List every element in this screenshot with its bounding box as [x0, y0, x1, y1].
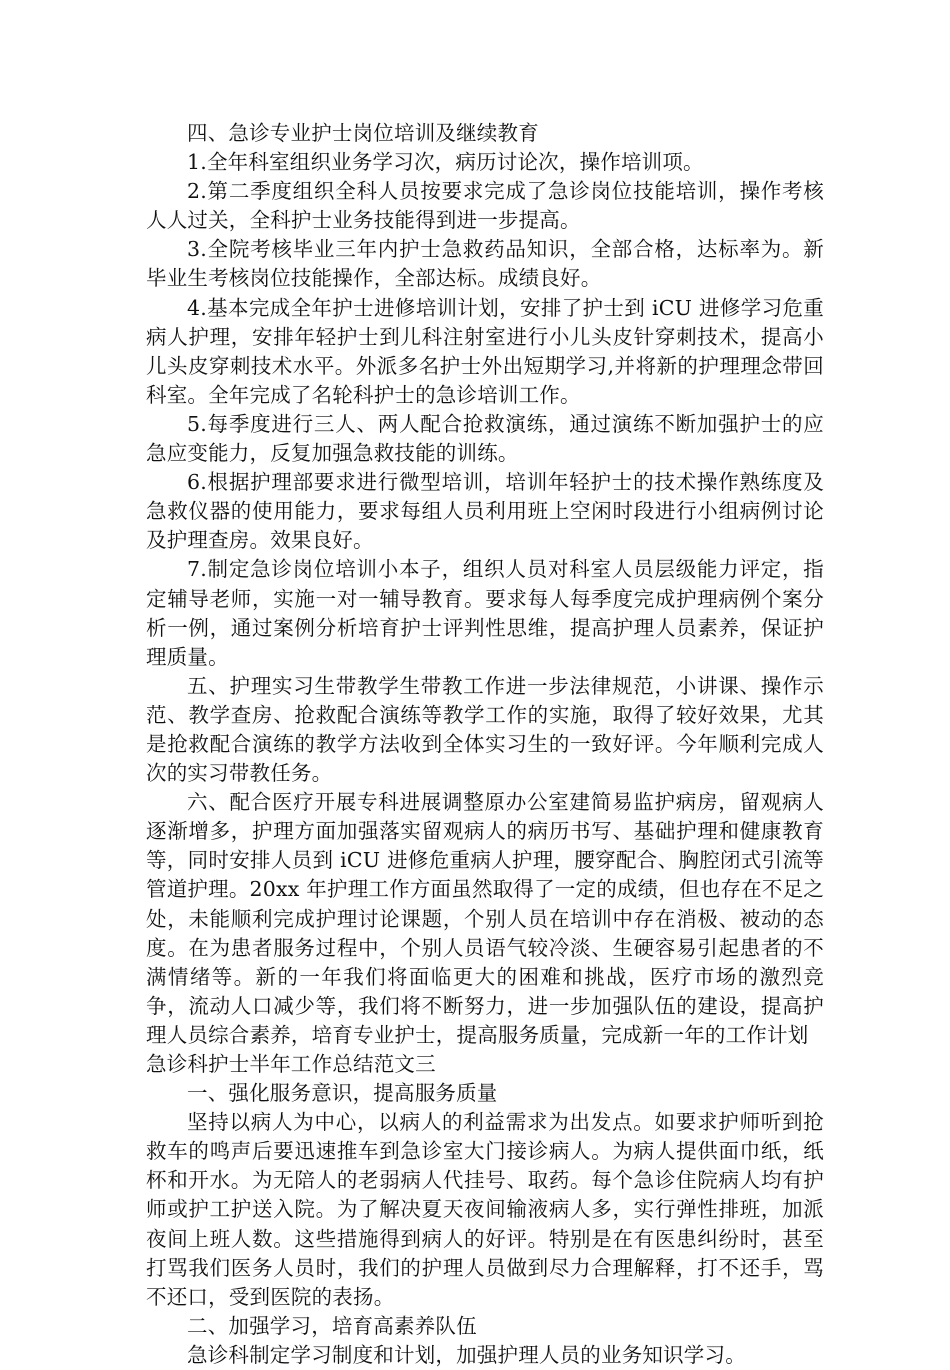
- section-body-1: 坚持以病人为中心，以病人的利益需求为出发点。如要求护师听到抢救车的鸣声后要迅速推车到急诊室大门接诊病人。为病人提供面巾纸，纸杯和开水。为无陪人的老弱病人代挂号、取药。每个急诊住院病人均有护师或护工护送入院。为了解决夏天夜间输液病人多，实行弹性排班，加派夜间上班人数。这些措施得到病人的好评。特别是在有医患纠纷时，甚至打骂我们医务人员时，我们的护理人员做到尽力合理解释，打不还手，骂不还口，受到医院的表扬。: [146, 1110, 824, 1309]
- paragraph-item-6: 6.根据护理部要求进行微型培训，培训年轻护士的技术操作熟练度及急救仪器的使用能力，要求每组人员利用班上空闲时段进行小组病例讨论及护理查房。效果良好。: [146, 470, 824, 553]
- section-paragraph-5: 五、护理实习生带教学生带教工作进一步法律规范，小讲课、操作示范、教学查房、抢救配合演练等教学工作的实施，取得了较好效果，尤其是抢救配合演练的教学方法收到全体实习生的一致好评。今年顺利完成人次的实习带教任务。: [146, 673, 824, 786]
- section-heading-1: 一、强化服务意识，提高服务质量: [187, 1081, 498, 1106]
- document-subtitle: 急诊科护士半年工作总结范文三: [146, 1052, 436, 1076]
- paragraph-item-5: 5.每季度进行三人、两人配合抢救演练，通过演练不断加强护士的应急应变能力，反复加强急救技能的训练。: [146, 411, 824, 466]
- paragraph-item-4: 4.基本完成全年护士进修培训计划，安排了护士到 iCU 进修学习危重病人护理，安排年轻护士到儿科注射室进行小儿头皮针穿刺技术，提高小儿头皮穿刺技术水平。外派多名护士外出短期学习,并将新的护理理念带回科室。全年完成了名轮科护士的急诊培训工作。: [146, 295, 824, 407]
- paragraph-item-1: 1.全年科室组织业务学习次，病历讨论次，操作培训项。: [187, 150, 704, 175]
- paragraph-item-2: 2.第二季度组织全科人员按要求完成了急诊岗位技能培训，操作考核人人过关，全科护士业务技能得到进一步提高。: [146, 179, 824, 233]
- document-page: [146, 119, 824, 1370]
- paragraph-item-7: 7.制定急诊岗位培训小本子，组织人员对科室人员层级能力评定，指定辅导老师，实施一对一辅导教育。要求每人每季度完成护理病例个案分析一例，通过案例分析培育护士评判性思维，提高护理人员素养，保证护理质量。: [146, 557, 824, 669]
- section-heading-2: 二、加强学习，培育高素养队伍: [187, 1313, 477, 1338]
- paragraph-item-3: 3.全院考核毕业三年内护士急救药品知识，全部合格，达标率为。新毕业生考核岗位技能操作，全部达标。成绩良好。: [146, 237, 824, 291]
- section-paragraph-6: 六、配合医疗开展专科进展调整原办公室建简易监护病房，留观病人逐渐增多，护理方面加强落实留观病人的病历书写、基础护理和健康教育等，同时安排人员到 iCU 进修危重病人护理，腰穿配合、胸腔闭式引流等管道护理。20xx 年护理工作方面虽然取得了一定的成绩，但也存在不足之处，未能顺利完成护理讨论课题，个别人员在培训中存在消极、被动的态度。在为患者服务过程中，个别人员语气较冷淡、生硬容易引起患者的不满情绪等。新的一年我们将面临更大的困难和挑战，医疗市场的激烈竞争，流动人口减少等，我们将不断努力，进一步加强队伍的建设，提高护理人员综合素养，培育专业护士，提高服务质量，完成新一年的工作计划: [146, 790, 824, 1047]
- section-heading-4: 四、急诊专业护士岗位培训及继续教育: [187, 121, 539, 145]
- section-body-2: 急诊科制定学习制度和计划，加强护理人员的业务知识学习。: [187, 1342, 746, 1367]
